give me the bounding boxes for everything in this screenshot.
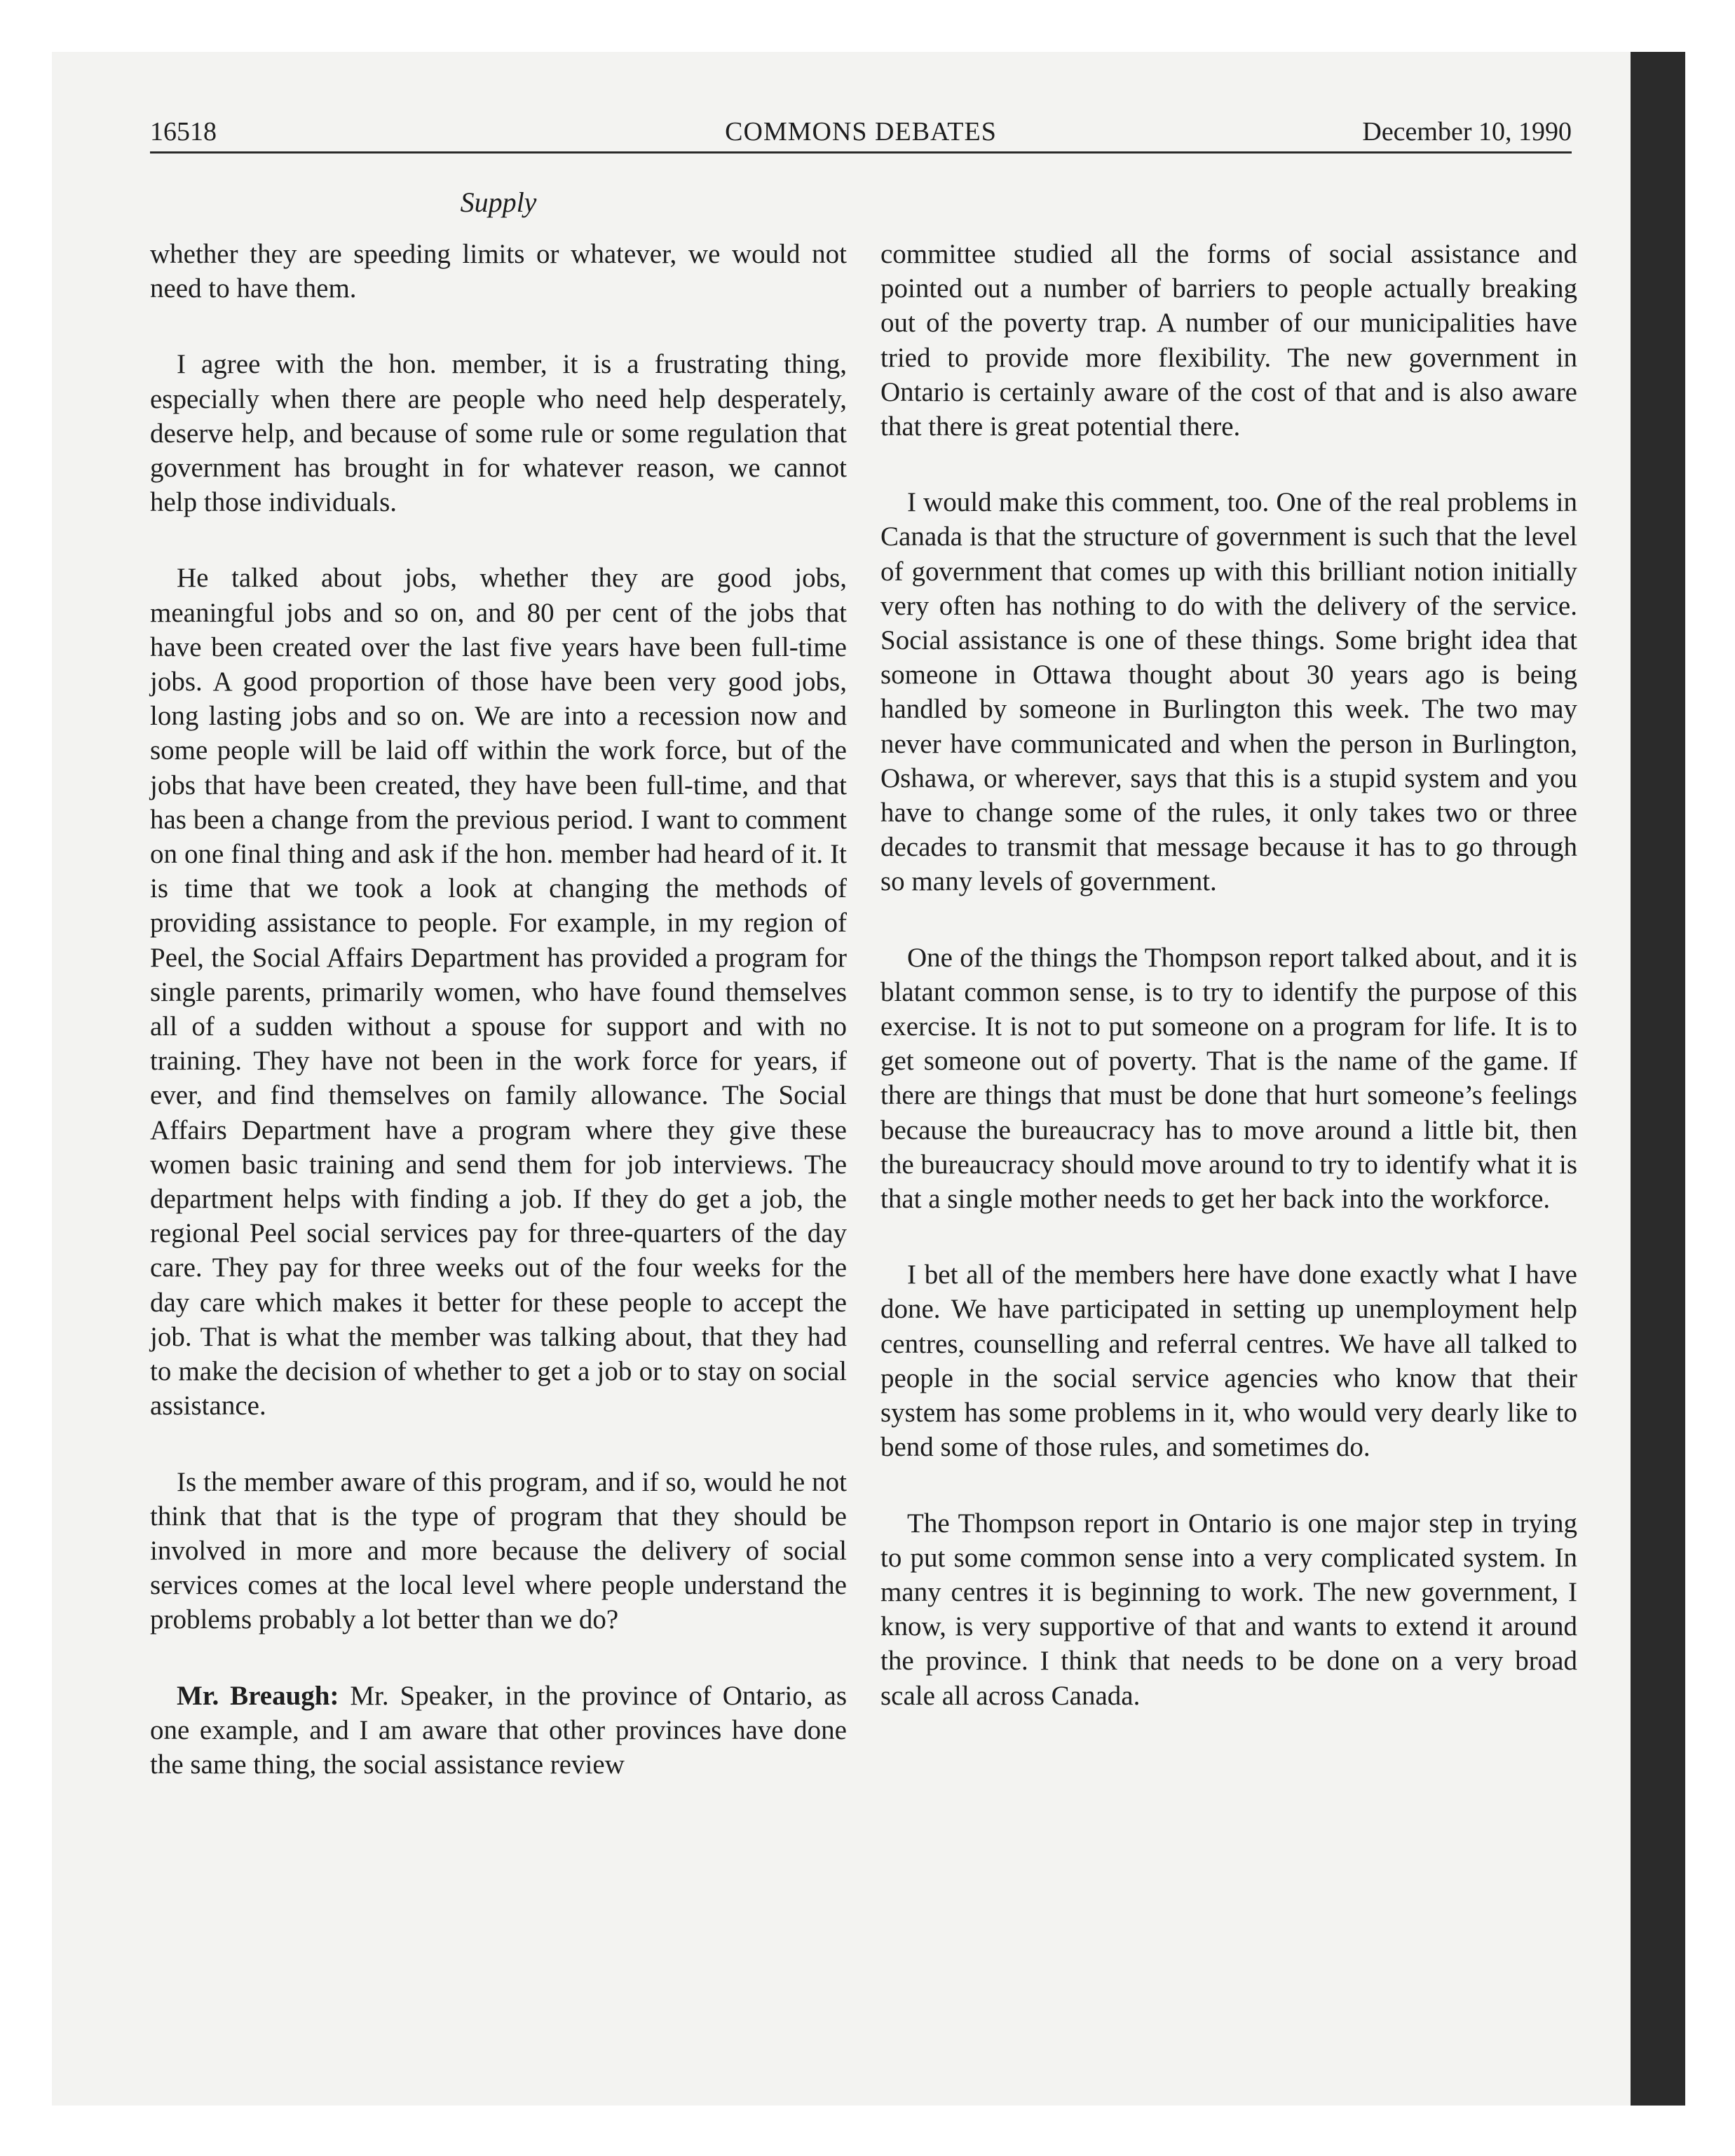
paragraph: I agree with the hon. member, it is a frustrating thing, especially when there are people who need help desperately, deserve help, and because of some rule or some regulation that government has brought in for whatever reason, we cannot help those individuals. — [150, 349, 847, 518]
paragraph: whether they are speeding limits or whatever, we would not need to have them. — [150, 239, 847, 304]
publication-title: COMMONS DEBATES — [725, 117, 997, 146]
page-header — [150, 112, 1572, 151]
paragraph: He talked about jobs, whether they are good jobs, meaningful jobs and so on, and 80 per cent of the jobs that have been created over the last five years have been full-time jobs. A good proportion of those have been very good jobs, long lasting jobs and so on. We are into a recession now and some people will be laid off within the work force, but of the jobs that have been created, they have been full-time, and that has been a change from the previous period. I want to comment on one final thing and ask if the hon. member had heard of it. It is time that we took a look at changing the methods of providing assistance to people. For example, in my region of Peel, the Social Affairs Department has provided a program for single parents, primarily women, who have found themselves all of a sudden without a spouse for support and with no training. They have not been in the work force for years, if ever, and find themselves on family allowance. The Social Affairs Department have a program where they give these women basic training and send them for job interviews. The department helps with finding a job. If they do get a job, the regional Peel social services pay for three-quarters of the day care. They pay for three weeks out of the four weeks for the day care which makes it better for these people to accept the job. That is what the member was talking about, that they had to make the decision of whether to get a job or to stay on social assistance. — [150, 563, 847, 1421]
paragraph: I would make this comment, too. One of the real problems in Canada is that the structure of government is such that the level of government that comes up with this brilliant notion initially very often has nothing to do with the delivery of the service. Social assistance is one of these things. Some bright idea that someone in Ottawa thought about 30 years ago is being handled by someone in Burlington this week. The two may never have communicated and when the person in Burlington, Oshawa, or wherever, says that this is a stupid system and you have to change some of the rules, it only takes two or three decades to transmit that message because it has to go through so many levels of government. — [880, 487, 1577, 897]
right-column — [880, 237, 1577, 1713]
left-column — [150, 237, 847, 1782]
speaker-name: Mr. Breaugh: — [177, 1680, 339, 1711]
speech-text: Mr. Speaker, in the province of Ontario, as one example, and I am aware that other provinces have done the same thing, the social assistance review — [150, 1680, 847, 1780]
paragraph: committee studied all the forms of social assistance and pointed out a number of barriers to people actually breaking out of the poverty trap. A number of our municipalities have tried to provide more flexibility. The new government in Ontario is certainly aware of the cost of that and is also aware that there is great potential there. — [880, 239, 1577, 442]
publication-date: December 10, 1990 — [1362, 117, 1572, 146]
header-rule — [150, 151, 1572, 153]
scan-edge-shadow — [1631, 52, 1685, 2106]
page-number: 16518 — [150, 117, 217, 146]
paragraph: I bet all of the members here have done exactly what I have done. We have participated in setting up unemployment help centres, counselling and referral centres. We have all talked to people in the social service agencies who know that their system has some problems in it, who would very dearly like to bend some of those rules, and sometimes do. — [880, 1260, 1577, 1463]
paragraph: The Thompson report in Ontario is one major step in trying to put some common sense into a very complicated system. In many centres it is beginning to work. The new government, I know, is very supportive of that and wants to extend it around the province. I think that needs to be done on a very broad scale all across Canada. — [880, 1508, 1577, 1711]
paragraph: Is the member aware of this program, and if so, would he not think that that is the type of program that they should be involved in more and more because the delivery of social services comes at the local level where people understand the problems probably a lot better than we do? — [150, 1466, 847, 1635]
speaker-paragraph — [150, 1679, 847, 1782]
section-title: Supply — [460, 186, 537, 218]
paragraph: One of the things the Thompson report talked about, and it is blatant common sense, is to try to identify the purpose of this exercise. It is not to put someone on a program for life. It is to get someone out of poverty. That is the name of the game. If there are things that must be done that hurt someone’s feelings because the bureaucracy has to move around a little bit, then the bureaucracy should move around to try to identify what it is that a single mother needs to get her back into the workforce. — [880, 942, 1577, 1215]
